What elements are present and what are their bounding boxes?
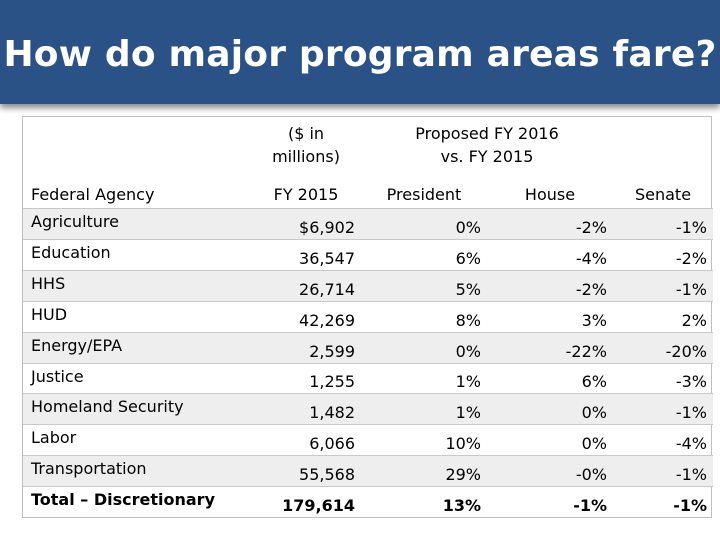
fy2015-cell: 2,599 — [251, 332, 361, 363]
agency-cell: HHS — [23, 270, 251, 301]
header-blank-cell — [23, 117, 251, 172]
table-row — [23, 270, 713, 301]
table-row — [23, 209, 713, 240]
house-cell: -0% — [487, 456, 613, 487]
senate-cell: -3% — [613, 363, 713, 394]
senate-cell: -2% — [613, 239, 713, 270]
column-header-fy2015: FY 2015 — [273, 185, 339, 204]
house-cell: -2% — [487, 209, 613, 240]
header-row-columns — [23, 172, 713, 209]
agency-cell: Transportation — [23, 456, 251, 487]
fy2015-cell: 1,255 — [251, 363, 361, 394]
agency-cell: Education — [23, 239, 251, 270]
table-row — [23, 363, 713, 394]
senate-cell: -1% — [613, 209, 713, 240]
agency-cell: Justice — [23, 363, 251, 394]
total-agency-cell: Total – Discretionary — [23, 487, 251, 517]
header-row-top — [23, 117, 713, 172]
column-header-president: President — [386, 185, 462, 204]
fy2015-cell: 55,568 — [251, 456, 361, 487]
president-cell: 1% — [361, 394, 487, 425]
table-row — [23, 456, 713, 487]
fy2015-cell: 36,547 — [251, 239, 361, 270]
senate-cell: -1% — [613, 394, 713, 425]
total-senate-cell: -1% — [613, 487, 713, 517]
president-cell: 10% — [361, 425, 487, 456]
house-cell: 0% — [487, 425, 613, 456]
fy2015-cell: $6,902 — [251, 209, 361, 240]
senate-cell: -1% — [613, 456, 713, 487]
header-dollars-in-millions: ($ in millions) — [272, 123, 340, 166]
fy2015-cell: 1,482 — [251, 394, 361, 425]
agency-cell: Labor — [23, 425, 251, 456]
agency-cell: Homeland Security — [23, 394, 251, 425]
president-cell: 6% — [361, 239, 487, 270]
senate-cell: -4% — [613, 425, 713, 456]
agency-cell: Agriculture — [23, 209, 251, 240]
president-cell: 29% — [361, 456, 487, 487]
president-cell: 0% — [361, 209, 487, 240]
house-cell: -2% — [487, 270, 613, 301]
total-president-cell: 13% — [361, 487, 487, 517]
title-banner — [0, 0, 720, 104]
total-fy2015-cell: 179,614 — [251, 487, 361, 517]
house-cell: 6% — [487, 363, 613, 394]
table-row — [23, 239, 713, 270]
header-proposed: Proposed FY 2016 vs. FY 2015 — [415, 123, 559, 166]
fy2015-cell: 6,066 — [251, 425, 361, 456]
table-row — [23, 394, 713, 425]
fy2015-cell: 42,269 — [251, 301, 361, 332]
table-row — [23, 425, 713, 456]
senate-cell: 2% — [613, 301, 713, 332]
house-cell: 3% — [487, 301, 613, 332]
senate-cell: -20% — [613, 332, 713, 363]
table-row — [23, 301, 713, 332]
house-cell: 0% — [487, 394, 613, 425]
budget-table — [22, 116, 712, 518]
slide-title: How do major program areas fare? — [3, 34, 717, 75]
column-header-agency: Federal Agency — [31, 185, 155, 204]
total-row — [23, 487, 713, 517]
president-cell: 0% — [361, 332, 487, 363]
agency-cell: HUD — [23, 301, 251, 332]
house-cell: -22% — [487, 332, 613, 363]
total-house-cell: -1% — [487, 487, 613, 517]
column-header-house: House — [524, 185, 576, 204]
header-blank-cell — [613, 117, 713, 172]
table-row — [23, 332, 713, 363]
president-cell: 8% — [361, 301, 487, 332]
senate-cell: -1% — [613, 270, 713, 301]
fy2015-cell: 26,714 — [251, 270, 361, 301]
agency-cell: Energy/EPA — [23, 332, 251, 363]
house-cell: -4% — [487, 239, 613, 270]
president-cell: 1% — [361, 363, 487, 394]
column-header-senate: Senate — [634, 185, 692, 204]
president-cell: 5% — [361, 270, 487, 301]
